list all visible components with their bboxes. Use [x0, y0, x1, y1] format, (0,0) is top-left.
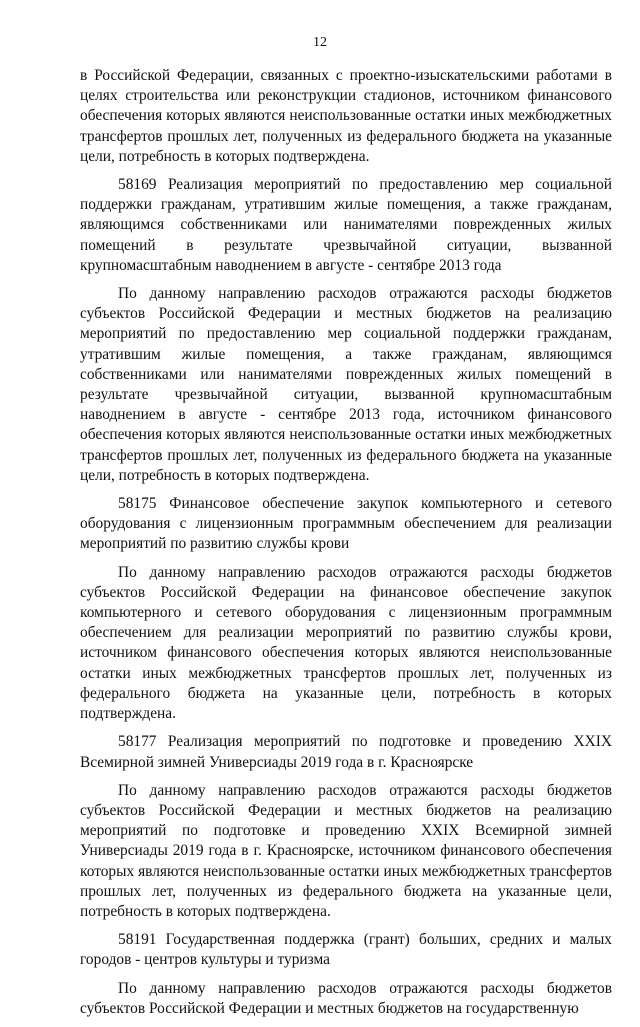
paragraph-58169-description: По данному направлению расходов отражаются расходы бюджетов субъектов Российской Федерации и местных бюджетов на реализацию мероприятий по предоставлению мер социальной поддержки гражданам, утратившим жилые помещения, а также гражданам, являющимся собственниками или нанимателями поврежденных жилых помещений в результате чрезвычайной ситуации, вызванной крупномасштабным наводнением в августе - сентябре 2013 года, источником финансового обеспечения которых являются неиспользованные остатки иных межбюджетных трансфертов прошлых лет, полученных из федерального бюджета на указанные цели, потребность в которых подтверждена.	[80, 285, 612, 484]
paragraph-58175-description: По данному направлению расходов отражаются расходы бюджетов субъектов Российской Федерации на финансовое обеспечение закупок компьютерного и сетевого оборудования с лицензионным программным обеспечением для реализации мероприятий по развитию службы крови, источником финансового обеспечения которых являются неиспользованные остатки иных межбюджетных трансфертов прошлых лет, полученных из федерального бюджета на указанные цели, потребность в которых подтверждена.	[80, 563, 612, 723]
section-heading-58191: 58191 Государственная поддержка (грант) больших, средних и малых городов - центров культуры и туризма	[80, 931, 612, 969]
section-heading-58175: 58175 Финансовое обеспечение закупок компьютерного и сетевого оборудования с лицензионным программным обеспечением для реализации мероприятий по развитию службы крови	[80, 495, 612, 553]
paragraph-continuation: в Российской Федерации, связанных с проектно-изыскательскими работами в целях строительства или реконструкции стадионов, источником финансового обеспечения которых являются неиспользованные остатки иных межбюджетных трансфертов прошлых лет, полученных из федерального бюджета на указанные цели, потребность в которых подтверждена.	[80, 67, 612, 165]
paragraph-58177-description: По данному направлению расходов отражаются расходы бюджетов субъектов Российской Федерации и местных бюджетов на реализацию мероприятий по подготовке и проведению XXIX Всемирной зимней Универсиады 2019 года в г. Красноярске, источником финансового обеспечения которых являются неиспользованные остатки иных межбюджетных трансфертов прошлых лет, полученных из федерального бюджета на указанные цели, потребность в которых подтверждена.	[80, 781, 612, 920]
section-heading-58169: 58169 Реализация мероприятий по предоставлению мер социальной поддержки гражданам, утратившим жилые помещения, а также гражданам, являющимся собственниками или нанимателями поврежденных жилых помещений в результате чрезвычайной ситуации, вызванной крупномасштабным наводнением в августе - сентябре 2013 года	[80, 176, 612, 274]
document-body	[80, 66, 612, 1027]
section-heading-58177: 58177 Реализация мероприятий по подготовке и проведению XXIX Всемирной зимней Универсиады 2019 года в г. Красноярске	[80, 733, 612, 771]
page-number: 12	[313, 35, 327, 50]
paragraph-58191-description: По данному направлению расходов отражаются расходы бюджетов субъектов Российской Федерации и местных бюджетов на государственную	[80, 979, 612, 1017]
